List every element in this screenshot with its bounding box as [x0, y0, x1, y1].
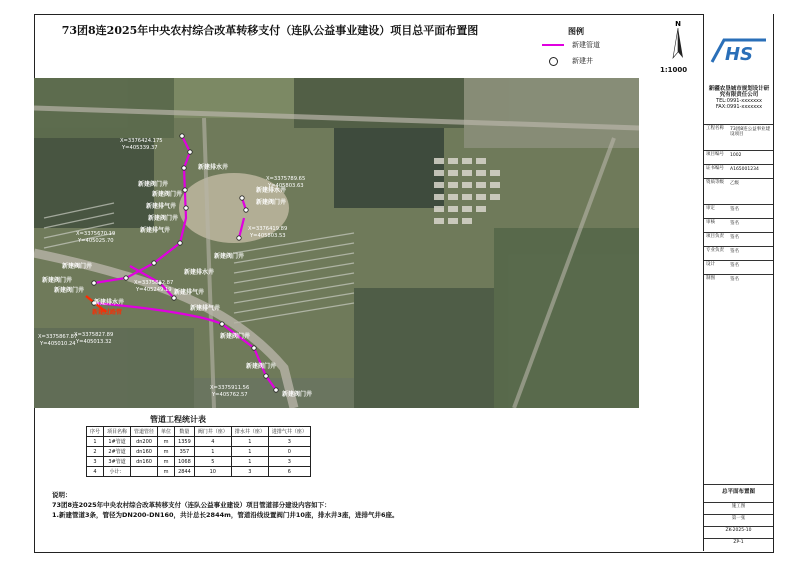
map-canvas [34, 78, 639, 408]
tb-cell [704, 246, 773, 260]
tb-cell [704, 204, 773, 218]
well-label: 新建阀门井 [220, 333, 251, 340]
tb-value: 签名 [730, 277, 739, 282]
legend-title: 图例 [568, 27, 584, 36]
company-contact: TEL:0991-xxxxxxx FAX:0991-xxxxxxx [715, 98, 763, 110]
well-label: 新建阀门井 [148, 215, 179, 222]
coord-label-y: Y=405013.32 [76, 339, 112, 345]
table-row [87, 437, 311, 447]
tb-value: 签名 [730, 263, 739, 268]
tb-key: 资质等级 [706, 180, 724, 185]
table-cell: 1 [194, 447, 231, 457]
table-row [87, 457, 311, 467]
table-cell: m [158, 447, 175, 457]
company-logo [710, 34, 768, 68]
table-cell: dn160 [131, 447, 158, 457]
table-cell: dn200 [131, 437, 158, 447]
well-label: 新建阀门井 [54, 287, 85, 294]
table-cell: 4 [87, 467, 104, 477]
table-cell: 1#管道 [104, 437, 131, 447]
table-cell: 357 [175, 447, 195, 457]
tb-cell [704, 164, 773, 178]
tb-value: 73团8连公益事业建设项目 [730, 127, 771, 137]
table-cell: 10 [194, 467, 231, 477]
table-cell: m [158, 437, 175, 447]
coord-label-x: X=3375892.87 [134, 280, 174, 286]
drawing-name: 总平面布置图 [704, 484, 773, 502]
scale-text: 1:1000 [660, 66, 688, 74]
table-cell: 1 [231, 447, 268, 457]
tb-cell [704, 274, 773, 288]
drawing-number: ZK-2025-10 [704, 526, 773, 538]
coord-label-x: X=3375911.56 [210, 385, 250, 391]
tb-value: 1002 [730, 153, 742, 158]
tb-value: 乙级 [730, 181, 739, 186]
title-block [703, 14, 773, 551]
tb-key: 证书编号 [706, 166, 724, 171]
coord-label-y: Y=405249.19 [136, 287, 172, 293]
well-label: 新建阀门井 [256, 199, 287, 206]
well-label: 新建阀门井 [62, 263, 93, 270]
table-cell: 1 [231, 437, 268, 447]
coord-label-x: X=3375670.19 [76, 231, 116, 237]
coord-label-x: X=3376424.175 [120, 138, 163, 144]
tb-cell [704, 218, 773, 232]
company-name-text: 新疆农垦城市规划设计研究有限责任公司 [708, 86, 770, 98]
coord-label-x: X=3375827.89 [74, 332, 114, 338]
coord-label-x: X=3375789.65 [266, 176, 306, 182]
tb-key: 审定 [706, 206, 715, 211]
satellite-map [34, 78, 639, 408]
well-label: 新建排水井 [198, 164, 229, 171]
coord-label-y: Y=405803.63 [268, 183, 304, 189]
table-header: 进排气井（座） [268, 427, 310, 437]
table-cell: 2#管道 [104, 447, 131, 457]
table-cell: 1 [87, 437, 104, 447]
tb-value: A165001234 [730, 167, 759, 172]
crossing-pipe-label: 新建过路管 [92, 309, 123, 316]
table-cell: 1359 [175, 437, 195, 447]
notes-line: 1.新建管道3条，管径为DN200-DN160，共计总长2844m，管道沿线设置阀门井10座，排水井3座，进排气井6座。 [52, 511, 399, 519]
pipe-line-symbol [540, 40, 566, 50]
coord-label-x: X=3376419.89 [248, 226, 288, 232]
coord-label-y: Y=405010.24 [40, 341, 76, 347]
notes-line: 73团8连2025年中央农村综合改革转移支付（连队公益事业建设）项目管道部分建设内容如下： [52, 501, 331, 509]
compass-letter: N [675, 20, 681, 28]
table-cell: 1 [231, 457, 268, 467]
table-cell: 3#管道 [104, 457, 131, 467]
drawing-title: 73团8连2025年中央农村综合改革转移支付（连队公益事业建设）项目总平面布置图 [61, 24, 479, 37]
table-cell: 小计： [104, 467, 131, 477]
table-cell: dn160 [131, 457, 158, 467]
table-header-row [87, 427, 311, 437]
table-cell: 0 [268, 447, 310, 457]
table-cell: m [158, 457, 175, 467]
well-label: 新建阀门井 [42, 277, 73, 284]
pipeline-stats-table [86, 426, 311, 477]
legend-item-well [540, 56, 593, 66]
well-label: 新建排气井 [190, 305, 221, 312]
table-cell: 1068 [175, 457, 195, 467]
tb-cell [704, 150, 773, 164]
table-cell: 5 [194, 457, 231, 467]
well-label: 新建排水井 [94, 299, 125, 306]
legend [540, 27, 650, 72]
table-cell: 2 [87, 447, 104, 457]
tb-key: 工程名称 [706, 126, 724, 131]
coord-label-x: X=3375867.87 [38, 334, 78, 340]
legend-label-pipe: 新建管道 [572, 41, 600, 49]
tb-key: 审核 [706, 220, 715, 225]
tb-key: 项目编号 [706, 152, 724, 157]
table-cell: 3 [268, 437, 310, 447]
well-label: 新建排水井 [184, 269, 215, 276]
legend-item-pipe [540, 40, 600, 50]
north-arrow-icon [666, 18, 690, 68]
notes-heading: 说明： [52, 491, 72, 499]
legend-label-well: 新建井 [572, 57, 593, 65]
coord-label-y: Y=405762.57 [212, 392, 248, 398]
table-header: 单位 [158, 427, 175, 437]
table-cell: 3 [231, 467, 268, 477]
table-cell: 2844 [175, 467, 195, 477]
table-cell: 3 [268, 457, 310, 467]
well-label: 新建排气井 [140, 227, 171, 234]
sheet-number: 第一张 [704, 514, 773, 526]
well-label: 新建阀门井 [214, 253, 245, 260]
table-cell: 6 [268, 467, 310, 477]
coord-label-y: Y=405803.53 [250, 233, 286, 239]
tb-cell [704, 260, 773, 274]
table-row-subtotal [87, 467, 311, 477]
well-circle-symbol [540, 56, 566, 66]
tb-key: 制图 [706, 276, 715, 281]
well-label: 新建阀门井 [152, 191, 183, 198]
design-notes [52, 490, 398, 520]
tb-value: 签名 [730, 249, 739, 254]
tb-value: 签名 [730, 235, 739, 240]
tb-value: 签名 [730, 221, 739, 226]
company-logo-icon [710, 34, 768, 68]
tb-key: 专业负责 [706, 248, 724, 253]
well-label: 新建阀门井 [138, 181, 169, 188]
logo-text: HS [724, 44, 754, 65]
table-header: 阀门井（座） [194, 427, 231, 437]
table-header: 管道管径 [131, 427, 158, 437]
coord-label-y: Y=405025.70 [78, 238, 114, 244]
tb-key: 设计 [706, 262, 715, 267]
well-label: 新建阀门井 [282, 391, 313, 398]
company-name [707, 86, 771, 110]
well-label: 新建阀门井 [246, 363, 277, 370]
revision: ZP-1 [704, 538, 773, 551]
table-header: 排水井（座） [231, 427, 268, 437]
table-header: 项目名称 [104, 427, 131, 437]
table-cell: m [158, 467, 175, 477]
table-cell [131, 467, 158, 477]
tb-key: 项目负责 [706, 234, 724, 239]
coord-label-y: Y=405339.37 [122, 145, 158, 151]
table-header: 序号 [87, 427, 104, 437]
stats-table-title: 管道工程统计表 [150, 415, 206, 424]
drawing-stage: 施工图 [704, 502, 773, 514]
tb-value: 签名 [730, 207, 739, 212]
table-cell: 4 [194, 437, 231, 447]
table-cell: 3 [87, 457, 104, 467]
table-header: 数量 [175, 427, 195, 437]
tb-cell-project [704, 124, 773, 150]
tb-cell [704, 178, 773, 192]
table-row [87, 447, 311, 457]
well-label: 新建排水井 [256, 187, 287, 194]
tb-cell [704, 232, 773, 246]
well-label: 新建排气井 [174, 289, 205, 296]
well-label: 新建排气井 [146, 203, 177, 210]
